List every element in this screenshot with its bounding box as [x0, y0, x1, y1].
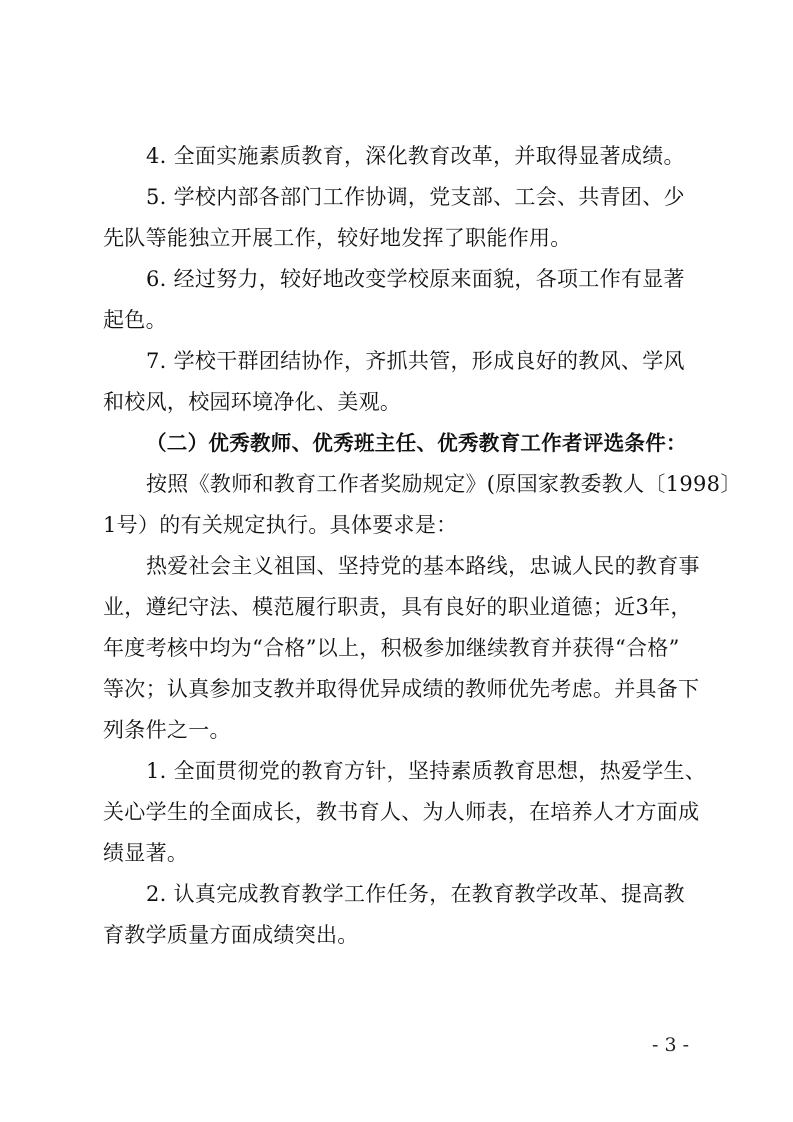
paragraph-line: 6. 经过努力，较好地改变学校原来面貌，各项工作有显著: [146, 267, 685, 291]
paragraph-line: 列条件之一。: [103, 718, 231, 742]
document-body: [103, 136, 742, 956]
page-number: - 3 -: [651, 1034, 689, 1056]
paragraph-line: 1号）的有关规定执行。具体要求是：: [103, 513, 458, 537]
paragraph-line: 热爱社会主义祖国、坚持党的基本路线，忠诚人民的教育事: [146, 554, 700, 578]
paragraph-line: 2. 认真完成教育教学工作任务，在教育教学改革、提高教: [146, 882, 685, 906]
paragraph-line: 绩显著。: [103, 841, 189, 865]
paragraph-line: 业，遵纪守法、模范履行职责，具有良好的职业道德；近3年，: [103, 595, 692, 619]
paragraph-line: 等次；认真参加支教并取得优异成绩的教师优先考虑。并具备下: [103, 677, 700, 701]
paragraph-line: 1. 全面贯彻党的教育方针，坚持素质教育思想，热爱学生、: [146, 759, 707, 783]
section-heading: （二）优秀教师、优秀班主任、优秀教育工作者评选条件：: [146, 431, 687, 455]
paragraph-line: 育教学质量方面成绩突出。: [103, 923, 359, 947]
paragraph-line: 7. 学校干群团结协作，齐抓共管，形成良好的教风、学风: [146, 349, 685, 373]
paragraph-line: 起色。: [103, 308, 167, 332]
paragraph-line: 4. 全面实施素质教育，深化教育改革，并取得显著成绩。: [146, 144, 685, 168]
paragraph-line: 年度考核中均为“合格”以上，积极参加继续教育并获得“合格”: [103, 636, 680, 660]
paragraph-line: 和校风，校园环境净化、美观。: [103, 390, 402, 414]
paragraph-line: 5. 学校内部各部门工作协调，党支部、工会、共青团、少: [146, 185, 685, 209]
paragraph-line: 先队等能独立开展工作，较好地发挥了职能作用。: [103, 226, 572, 250]
paragraph-line: 按照《教师和教育工作者奖励规定》(原国家教委教人〔1998〕: [146, 472, 742, 496]
paragraph-line: 关心学生的全面成长，教书育人、为人师表，在培养人才方面成: [103, 800, 700, 824]
